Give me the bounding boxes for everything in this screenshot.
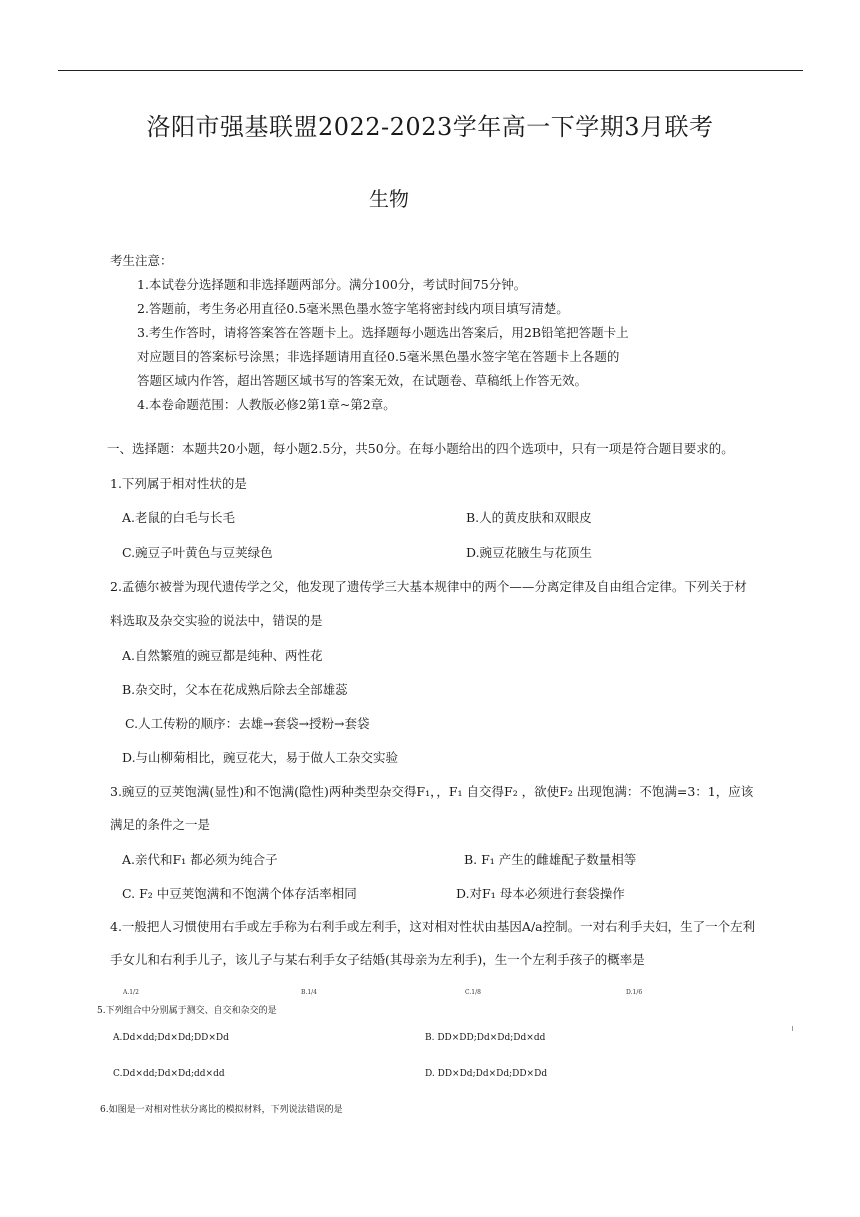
header-rule bbox=[58, 70, 803, 71]
question-4-stem-line-2: 手女儿和右利手儿子，该儿子与某右利手女子结婚(其母亲为左利手)，生一个左利手孩子的概率是 bbox=[110, 952, 645, 967]
question-2-stem-line-2: 料选取及杂交实验的说法中，错误的是 bbox=[110, 613, 323, 628]
question-2-option-a: A.自然繁殖的豌豆都是纯种、两性花 bbox=[122, 648, 323, 663]
stray-mark bbox=[792, 1026, 793, 1031]
question-4-option-c: C.1/8 bbox=[465, 989, 481, 996]
question-4-option-d: D.1/6 bbox=[626, 989, 643, 996]
notice-line-3: 3.考生作答时，请将答案答在答题卡上。选择题每小题选出答案后，用2B铅笔把答题卡上 bbox=[137, 325, 629, 340]
question-3-option-b: B. F₁ 产生的雌雄配子数量相等 bbox=[464, 852, 637, 867]
notice-line-4: 对应题目的答案标号涂黑；非选择题请用直径0.5毫米黑色墨水签字笔在答题卡上各题的 bbox=[137, 349, 620, 364]
notice-line-5: 答题区域内作答，超出答题区域书写的答案无效，在试题卷、草稿纸上作答无效。 bbox=[137, 373, 588, 388]
question-2-option-b: B.杂交时，父本在花成熟后除去全部雄蕊 bbox=[122, 682, 348, 697]
exam-subject: 生物 bbox=[369, 187, 409, 211]
question-4-option-a: A.1/2 bbox=[123, 989, 139, 996]
question-2-option-d: D.与山柳菊相比，豌豆花大，易于做人工杂交实验 bbox=[122, 750, 399, 765]
question-6-stem: 6.如图是一对相对性状分离比的模拟材料，下列说法错误的是 bbox=[100, 1105, 343, 1115]
exam-title: 洛阳市强基联盟2022-2023学年高一下学期3月联考 bbox=[146, 113, 714, 141]
question-3-stem-line-2: 满足的条件之一是 bbox=[110, 817, 211, 832]
question-1-stem: 1.下列属于相对性状的是 bbox=[110, 476, 247, 491]
question-5-option-a: A.Dd×dd;Dd×Dd;DD×Dd bbox=[113, 1033, 229, 1043]
notice-line-2: 2.答题前，考生务必用直径0.5毫米黑色墨水签字笔将密封线内项目填写清楚。 bbox=[137, 301, 569, 316]
question-4-option-b: B.1/4 bbox=[301, 989, 317, 996]
question-3-stem-line-1: 3.豌豆的豆荚饱满(显性)和不饱满(隐性)两种类型杂交得F₁，，F₁ 自交得F₂ ，欲使F₂ 出现饱满：不饱满=3：1，应该 bbox=[110, 784, 754, 799]
question-5-option-b: B. DD×DD;Dd×Dd;Dd×dd bbox=[425, 1033, 546, 1043]
question-3-option-d: D.对F₁ 母本必须进行套袋操作 bbox=[456, 886, 625, 901]
question-1-option-d: D.豌豆花腋生与花顶生 bbox=[466, 545, 593, 560]
section-heading: 一、选择题：本题共20小题，每小题2.5分，共50分。在每小题给出的四个选项中，只有一项是符合题目要求的。 bbox=[107, 441, 734, 456]
question-3-option-a: A.亲代和F₁ 都必须为纯合子 bbox=[122, 852, 278, 867]
question-5-option-d: D. DD×Dd;Dd×Dd;DD×Dd bbox=[425, 1069, 548, 1079]
question-5-option-c: C.Dd×dd;Dd×Dd;dd×dd bbox=[113, 1069, 225, 1079]
notice-heading: 考生注意： bbox=[110, 253, 173, 268]
question-5-stem: 5.下列组合中分别属于测交、自交和杂交的是 bbox=[97, 1006, 277, 1016]
question-2-option-c: C.人工传粉的顺序：去雄→套袋→授粉→套袋 bbox=[125, 716, 370, 731]
notice-line-6: 4.本卷命题范围：人教版必修2第1章~第2章。 bbox=[137, 397, 396, 412]
question-3-option-c: C. F₂ 中豆荚饱满和不饱满个体存活率相同 bbox=[122, 886, 357, 901]
question-4-stem-line-1: 4.一般把人习惯使用右手或左手称为右利手或左利手，这对相对性状由基因A/a控制。一对右利手夫妇，生了一个左利 bbox=[110, 919, 756, 934]
question-1-option-c: C.豌豆子叶黄色与豆荚绿色 bbox=[122, 545, 273, 560]
question-1-option-a: A.老鼠的白毛与长毛 bbox=[122, 510, 236, 525]
question-1-option-b: B.人的黄皮肤和双眼皮 bbox=[466, 510, 592, 525]
notice-line-1: 1.本试卷分选择题和非选择题两部分。满分100分，考试时间75分钟。 bbox=[137, 277, 527, 292]
question-2-stem-line-1: 2.孟德尔被誉为现代遗传学之父，他发现了遗传学三大基本规律中的两个——分离定律及自由组合定律。下列关于材 bbox=[110, 579, 747, 594]
